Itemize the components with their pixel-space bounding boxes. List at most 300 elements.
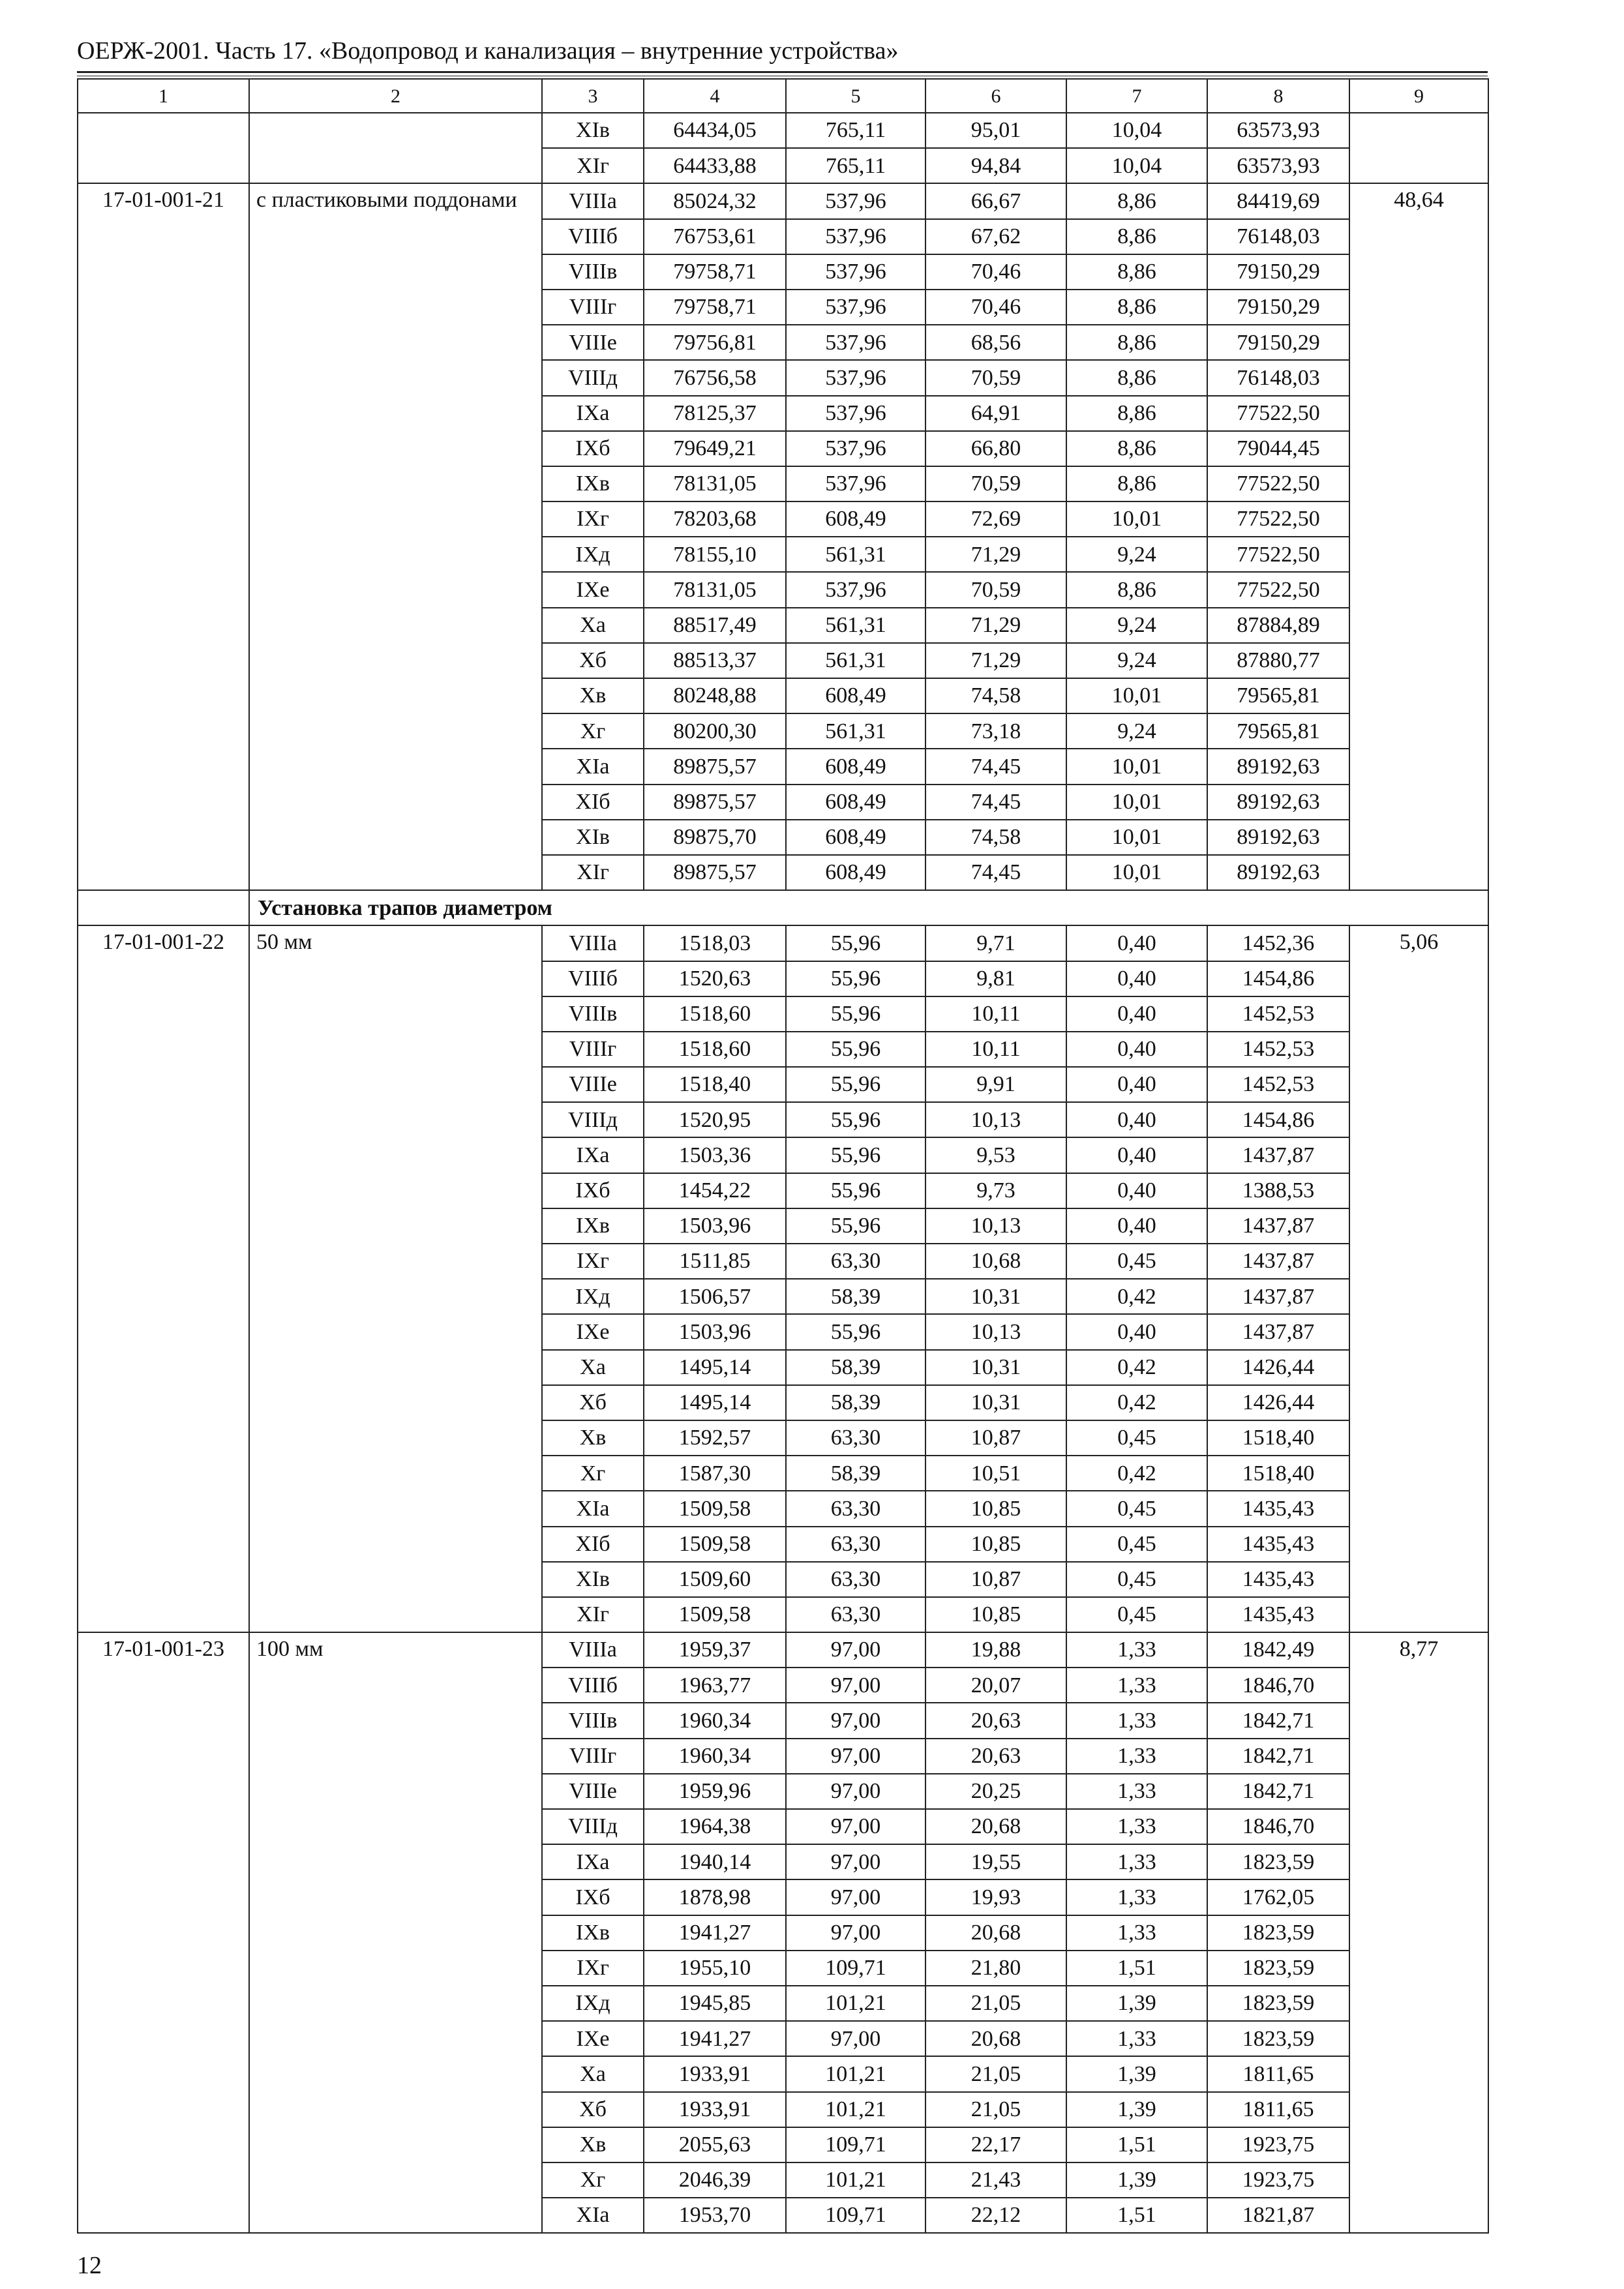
col5-cell: 97,00 <box>786 1879 925 1915</box>
zone-cell: VIIIд <box>542 360 644 395</box>
col5-cell: 561,31 <box>786 608 925 643</box>
col7-cell: 0,45 <box>1066 1491 1207 1526</box>
col7-cell: 9,24 <box>1066 713 1207 749</box>
col7-cell: 8,86 <box>1066 466 1207 501</box>
col4-cell: 1506,57 <box>644 1279 786 1314</box>
col7-cell: 10,01 <box>1066 678 1207 713</box>
col6-cell: 66,67 <box>925 183 1066 218</box>
col5-cell: 97,00 <box>786 1774 925 1809</box>
col8-cell: 77522,50 <box>1207 396 1349 431</box>
zone-cell: IXг <box>542 1951 644 1986</box>
col4-cell: 1940,14 <box>644 1844 786 1879</box>
col6-cell: 71,29 <box>925 608 1066 643</box>
section-row <box>78 890 1488 925</box>
col8-cell: 1437,87 <box>1207 1279 1349 1314</box>
col8-cell: 1842,49 <box>1207 1632 1349 1668</box>
col9-cell: 8,77 <box>1349 1632 1488 2233</box>
table-row <box>78 925 1488 961</box>
col6-cell: 21,43 <box>925 2162 1066 2198</box>
col5-cell: 537,96 <box>786 431 925 466</box>
zone-cell: VIIIв <box>542 996 644 1032</box>
zone-cell: XIб <box>542 785 644 820</box>
col7-cell: 1,33 <box>1066 1879 1207 1915</box>
col4-cell: 1509,58 <box>644 1597 786 1632</box>
col6-cell: 10,85 <box>925 1527 1066 1562</box>
col4-cell: 1933,91 <box>644 2056 786 2091</box>
col8-cell: 1811,65 <box>1207 2092 1349 2127</box>
col4-cell: 89875,70 <box>644 820 786 855</box>
col8-cell: 1435,43 <box>1207 1527 1349 1562</box>
col5-cell: 537,96 <box>786 254 925 290</box>
page-header: ОЕРЖ-2001. Часть 17. «Водопровод и канализация – внутренние устройства» <box>77 37 899 65</box>
col6-cell: 73,18 <box>925 713 1066 749</box>
col5-cell: 55,96 <box>786 1173 925 1208</box>
col7-cell: 8,86 <box>1066 396 1207 431</box>
col6-cell: 70,59 <box>925 466 1066 501</box>
col6-cell: 71,29 <box>925 643 1066 678</box>
col7-cell: 10,01 <box>1066 501 1207 537</box>
col8-cell: 76148,03 <box>1207 219 1349 254</box>
description-cell <box>249 113 542 183</box>
col4-cell: 78125,37 <box>644 396 786 431</box>
zone-cell: IXе <box>542 1314 644 1349</box>
col7-cell: 0,40 <box>1066 1208 1207 1244</box>
col6-cell: 20,68 <box>925 1915 1066 1951</box>
col6-cell: 19,55 <box>925 1844 1066 1879</box>
col5-cell: 765,11 <box>786 113 925 148</box>
col6-cell: 70,46 <box>925 254 1066 290</box>
col8-cell: 1823,59 <box>1207 2021 1349 2056</box>
col4-cell: 1518,60 <box>644 1032 786 1067</box>
col8-cell: 1923,75 <box>1207 2127 1349 2162</box>
zone-cell: XIв <box>542 113 644 148</box>
col5-cell: 55,96 <box>786 1137 925 1173</box>
col6-cell: 10,51 <box>925 1456 1066 1491</box>
col8-cell: 1823,59 <box>1207 1844 1349 1879</box>
col7-cell: 10,01 <box>1066 820 1207 855</box>
col7-cell: 0,42 <box>1066 1279 1207 1314</box>
col8-cell: 63573,93 <box>1207 148 1349 183</box>
col6-cell: 67,62 <box>925 219 1066 254</box>
zone-cell: IXг <box>542 1244 644 1279</box>
col5-cell: 109,71 <box>786 1951 925 1986</box>
col4-cell: 80248,88 <box>644 678 786 713</box>
col8-cell: 79150,29 <box>1207 254 1349 290</box>
col4-cell: 1960,34 <box>644 1703 786 1738</box>
col5-cell: 55,96 <box>786 925 925 961</box>
col8-cell: 77522,50 <box>1207 501 1349 537</box>
col8-cell: 1452,36 <box>1207 925 1349 961</box>
col8-cell: 63573,93 <box>1207 113 1349 148</box>
col8-cell: 89192,63 <box>1207 820 1349 855</box>
col5-cell: 97,00 <box>786 1703 925 1738</box>
col6-cell: 70,46 <box>925 290 1066 325</box>
col7-cell: 1,33 <box>1066 1809 1207 1844</box>
column-number-row <box>78 79 1488 113</box>
zone-cell: Xа <box>542 2056 644 2091</box>
zone-cell: IXа <box>542 1137 644 1173</box>
col7-cell: 8,86 <box>1066 325 1207 360</box>
col8-cell: 79565,81 <box>1207 678 1349 713</box>
col5-cell: 608,49 <box>786 820 925 855</box>
col5-cell: 561,31 <box>786 713 925 749</box>
col8-cell: 79044,45 <box>1207 431 1349 466</box>
col8-cell: 1454,86 <box>1207 1102 1349 1137</box>
col7-cell: 8,86 <box>1066 431 1207 466</box>
col4-cell: 1518,40 <box>644 1067 786 1102</box>
col5-cell: 97,00 <box>786 1632 925 1668</box>
col4-cell: 1509,58 <box>644 1527 786 1562</box>
column-number-cell: 2 <box>249 79 542 113</box>
table-row <box>78 183 1488 218</box>
col7-cell: 1,51 <box>1066 2127 1207 2162</box>
col6-cell: 21,05 <box>925 1986 1066 2021</box>
col8-cell: 76148,03 <box>1207 360 1349 395</box>
col7-cell: 0,40 <box>1066 1137 1207 1173</box>
col5-cell: 765,11 <box>786 148 925 183</box>
col8-cell: 79150,29 <box>1207 325 1349 360</box>
page-number: 12 <box>77 2252 102 2279</box>
col5-cell: 55,96 <box>786 1102 925 1137</box>
col8-cell: 1454,86 <box>1207 961 1349 996</box>
col7-cell: 9,24 <box>1066 537 1207 572</box>
col4-cell: 89875,57 <box>644 785 786 820</box>
col7-cell: 9,24 <box>1066 608 1207 643</box>
col6-cell: 10,13 <box>925 1208 1066 1244</box>
col8-cell: 1437,87 <box>1207 1208 1349 1244</box>
col5-cell: 58,39 <box>786 1385 925 1420</box>
col4-cell: 1959,96 <box>644 1774 786 1809</box>
col7-cell: 1,33 <box>1066 2021 1207 2056</box>
col7-cell: 0,42 <box>1066 1350 1207 1385</box>
col4-cell: 1941,27 <box>644 2021 786 2056</box>
col4-cell: 76756,58 <box>644 360 786 395</box>
code-cell: 17-01-001-22 <box>78 925 249 1632</box>
zone-cell: IXв <box>542 1208 644 1244</box>
col6-cell: 20,25 <box>925 1774 1066 1809</box>
col7-cell: 0,42 <box>1066 1385 1207 1420</box>
col4-cell: 1963,77 <box>644 1668 786 1703</box>
col7-cell: 8,86 <box>1066 219 1207 254</box>
col6-cell: 71,29 <box>925 537 1066 572</box>
zone-cell: Xа <box>542 1350 644 1385</box>
col5-cell: 63,30 <box>786 1527 925 1562</box>
zone-cell: VIIIа <box>542 925 644 961</box>
zone-cell: VIIIг <box>542 1032 644 1067</box>
col5-cell: 101,21 <box>786 2162 925 2198</box>
col8-cell: 84419,69 <box>1207 183 1349 218</box>
col4-cell: 80200,30 <box>644 713 786 749</box>
col8-cell: 1518,40 <box>1207 1420 1349 1456</box>
zone-cell: XIб <box>542 1527 644 1562</box>
zone-cell: VIIIг <box>542 1739 644 1774</box>
col6-cell: 10,87 <box>925 1420 1066 1456</box>
col4-cell: 79756,81 <box>644 325 786 360</box>
zone-cell: IXд <box>542 537 644 572</box>
col5-cell: 109,71 <box>786 2198 925 2233</box>
zone-cell: IXв <box>542 466 644 501</box>
zone-cell: XIв <box>542 1562 644 1597</box>
col7-cell: 1,33 <box>1066 1668 1207 1703</box>
col4-cell: 1518,60 <box>644 996 786 1032</box>
col8-cell: 1923,75 <box>1207 2162 1349 2198</box>
col4-cell: 1509,58 <box>644 1491 786 1526</box>
col5-cell: 608,49 <box>786 501 925 537</box>
col5-cell: 608,49 <box>786 785 925 820</box>
col6-cell: 19,88 <box>925 1632 1066 1668</box>
col6-cell: 20,07 <box>925 1668 1066 1703</box>
col5-cell: 97,00 <box>786 1809 925 1844</box>
col8-cell: 77522,50 <box>1207 466 1349 501</box>
zone-cell: Xв <box>542 1420 644 1456</box>
col8-cell: 1811,65 <box>1207 2056 1349 2091</box>
col5-cell: 537,96 <box>786 466 925 501</box>
col8-cell: 1452,53 <box>1207 996 1349 1032</box>
col4-cell: 88513,37 <box>644 643 786 678</box>
col4-cell: 1495,14 <box>644 1385 786 1420</box>
col7-cell: 0,40 <box>1066 925 1207 961</box>
column-number-cell: 9 <box>1349 79 1488 113</box>
col8-cell: 77522,50 <box>1207 572 1349 607</box>
code-cell: 17-01-001-21 <box>78 183 249 890</box>
col6-cell: 21,05 <box>925 2056 1066 2091</box>
col8-cell: 1821,87 <box>1207 2198 1349 2233</box>
col4-cell: 79649,21 <box>644 431 786 466</box>
col8-cell: 1426,44 <box>1207 1385 1349 1420</box>
col8-cell: 1842,71 <box>1207 1774 1349 1809</box>
zone-cell: Xг <box>542 713 644 749</box>
col7-cell: 8,86 <box>1066 360 1207 395</box>
col5-cell: 63,30 <box>786 1597 925 1632</box>
col4-cell: 1520,63 <box>644 961 786 996</box>
col5-cell: 561,31 <box>786 537 925 572</box>
col5-cell: 55,96 <box>786 961 925 996</box>
description-cell: 100 мм <box>249 1632 542 2233</box>
col6-cell: 94,84 <box>925 148 1066 183</box>
col8-cell: 1846,70 <box>1207 1668 1349 1703</box>
col8-cell: 87884,89 <box>1207 608 1349 643</box>
col8-cell: 1437,87 <box>1207 1137 1349 1173</box>
col7-cell: 1,33 <box>1066 1703 1207 1738</box>
col5-cell: 537,96 <box>786 360 925 395</box>
col7-cell: 1,33 <box>1066 1739 1207 1774</box>
table-body <box>78 79 1488 2233</box>
col5-cell: 97,00 <box>786 1915 925 1951</box>
col5-cell: 97,00 <box>786 1668 925 1703</box>
col5-cell: 97,00 <box>786 1844 925 1879</box>
col5-cell: 97,00 <box>786 1739 925 1774</box>
zone-cell: IXд <box>542 1986 644 2021</box>
col8-cell: 79150,29 <box>1207 290 1349 325</box>
col6-cell: 74,58 <box>925 820 1066 855</box>
col8-cell: 1823,59 <box>1207 1986 1349 2021</box>
zone-cell: IXв <box>542 1915 644 1951</box>
col6-cell: 74,45 <box>925 785 1066 820</box>
col6-cell: 10,11 <box>925 1032 1066 1067</box>
col6-cell: 10,85 <box>925 1597 1066 1632</box>
col7-cell: 0,45 <box>1066 1562 1207 1597</box>
col8-cell: 1452,53 <box>1207 1067 1349 1102</box>
col4-cell: 79758,71 <box>644 290 786 325</box>
zone-cell: XIг <box>542 855 644 890</box>
col5-cell: 55,96 <box>786 1208 925 1244</box>
col8-cell: 1823,59 <box>1207 1915 1349 1951</box>
col7-cell: 0,42 <box>1066 1456 1207 1491</box>
col6-cell: 66,80 <box>925 431 1066 466</box>
zone-cell: IXб <box>542 431 644 466</box>
zone-cell: VIIIв <box>542 254 644 290</box>
col7-cell: 8,86 <box>1066 254 1207 290</box>
column-number-cell: 4 <box>644 79 786 113</box>
zone-cell: IXг <box>542 501 644 537</box>
col5-cell: 55,96 <box>786 1067 925 1102</box>
table-row <box>78 1632 1488 1668</box>
col8-cell: 1518,40 <box>1207 1456 1349 1491</box>
col6-cell: 74,45 <box>925 749 1066 784</box>
zone-cell: Xб <box>542 2092 644 2127</box>
col5-cell: 63,30 <box>786 1562 925 1597</box>
col7-cell: 0,40 <box>1066 1032 1207 1067</box>
zone-cell: XIа <box>542 2198 644 2233</box>
col5-cell: 101,21 <box>786 2092 925 2127</box>
col6-cell: 19,93 <box>925 1879 1066 1915</box>
col5-cell: 55,96 <box>786 996 925 1032</box>
col5-cell: 608,49 <box>786 749 925 784</box>
col5-cell: 561,31 <box>786 643 925 678</box>
col7-cell: 0,40 <box>1066 1102 1207 1137</box>
col7-cell: 0,45 <box>1066 1420 1207 1456</box>
col8-cell: 1437,87 <box>1207 1314 1349 1349</box>
col6-cell: 9,91 <box>925 1067 1066 1102</box>
col8-cell: 1426,44 <box>1207 1350 1349 1385</box>
col6-cell: 20,63 <box>925 1703 1066 1738</box>
col6-cell: 68,56 <box>925 325 1066 360</box>
col4-cell: 78131,05 <box>644 466 786 501</box>
col5-cell: 55,96 <box>786 1032 925 1067</box>
col5-cell: 58,39 <box>786 1350 925 1385</box>
col7-cell: 0,40 <box>1066 961 1207 996</box>
col6-cell: 10,31 <box>925 1385 1066 1420</box>
col8-cell: 1435,43 <box>1207 1597 1349 1632</box>
col6-cell: 20,68 <box>925 1809 1066 1844</box>
col8-cell: 1842,71 <box>1207 1703 1349 1738</box>
col5-cell: 58,39 <box>786 1279 925 1314</box>
col6-cell: 21,05 <box>925 2092 1066 2127</box>
zone-cell: IXа <box>542 396 644 431</box>
column-number-cell: 5 <box>786 79 925 113</box>
zone-cell: IXе <box>542 572 644 607</box>
col8-cell: 1435,43 <box>1207 1491 1349 1526</box>
col8-cell: 1452,53 <box>1207 1032 1349 1067</box>
col4-cell: 1503,96 <box>644 1314 786 1349</box>
column-number-cell: 1 <box>78 79 249 113</box>
col4-cell: 1955,10 <box>644 1951 786 1986</box>
zone-cell: VIIIв <box>542 1703 644 1738</box>
col4-cell: 89875,57 <box>644 749 786 784</box>
col7-cell: 9,24 <box>1066 643 1207 678</box>
col6-cell: 72,69 <box>925 501 1066 537</box>
col4-cell: 76753,61 <box>644 219 786 254</box>
zone-cell: IXб <box>542 1879 644 1915</box>
col6-cell: 95,01 <box>925 113 1066 148</box>
col4-cell: 78131,05 <box>644 572 786 607</box>
col8-cell: 89192,63 <box>1207 855 1349 890</box>
col4-cell: 1511,85 <box>644 1244 786 1279</box>
col8-cell: 1435,43 <box>1207 1562 1349 1597</box>
zone-cell: Xв <box>542 2127 644 2162</box>
col7-cell: 1,39 <box>1066 2056 1207 2091</box>
col5-cell: 537,96 <box>786 572 925 607</box>
col7-cell: 1,33 <box>1066 1774 1207 1809</box>
col6-cell: 10,31 <box>925 1279 1066 1314</box>
col8-cell: 1842,71 <box>1207 1739 1349 1774</box>
col4-cell: 1587,30 <box>644 1456 786 1491</box>
col4-cell: 88517,49 <box>644 608 786 643</box>
col6-cell: 20,68 <box>925 2021 1066 2056</box>
col6-cell: 70,59 <box>925 360 1066 395</box>
col7-cell: 0,45 <box>1066 1597 1207 1632</box>
col8-cell: 1388,53 <box>1207 1173 1349 1208</box>
col8-cell: 89192,63 <box>1207 749 1349 784</box>
description-cell: с пластиковыми поддонами <box>249 183 542 890</box>
col7-cell: 8,86 <box>1066 290 1207 325</box>
col5-cell: 63,30 <box>786 1420 925 1456</box>
col4-cell: 78155,10 <box>644 537 786 572</box>
col4-cell: 1495,14 <box>644 1350 786 1385</box>
col6-cell: 20,63 <box>925 1739 1066 1774</box>
col4-cell: 1964,38 <box>644 1809 786 1844</box>
col7-cell: 0,45 <box>1066 1527 1207 1562</box>
col4-cell: 89875,57 <box>644 855 786 890</box>
zone-cell: VIIIа <box>542 1632 644 1668</box>
col7-cell: 1,33 <box>1066 1632 1207 1668</box>
col5-cell: 101,21 <box>786 1986 925 2021</box>
col8-cell: 1846,70 <box>1207 1809 1349 1844</box>
col8-cell: 1823,59 <box>1207 1951 1349 1986</box>
col4-cell: 1520,95 <box>644 1102 786 1137</box>
col7-cell: 1,51 <box>1066 1951 1207 1986</box>
col6-cell: 9,81 <box>925 961 1066 996</box>
col5-cell: 101,21 <box>786 2056 925 2091</box>
col5-cell: 109,71 <box>786 2127 925 2162</box>
col5-cell: 97,00 <box>786 2021 925 2056</box>
col4-cell: 1960,34 <box>644 1739 786 1774</box>
col4-cell: 64434,05 <box>644 113 786 148</box>
col4-cell: 1592,57 <box>644 1420 786 1456</box>
col5-cell: 63,30 <box>786 1491 925 1526</box>
col4-cell: 64433,88 <box>644 148 786 183</box>
col5-cell: 608,49 <box>786 855 925 890</box>
col7-cell: 0,40 <box>1066 1067 1207 1102</box>
col4-cell: 1518,03 <box>644 925 786 961</box>
col7-cell: 1,33 <box>1066 1844 1207 1879</box>
col6-cell: 64,91 <box>925 396 1066 431</box>
zone-cell: IXа <box>542 1844 644 1879</box>
col6-cell: 10,13 <box>925 1102 1066 1137</box>
col4-cell: 85024,32 <box>644 183 786 218</box>
zone-cell: VIIIа <box>542 183 644 218</box>
col6-cell: 10,87 <box>925 1562 1066 1597</box>
col7-cell: 10,01 <box>1066 785 1207 820</box>
col4-cell: 1509,60 <box>644 1562 786 1597</box>
col4-cell: 1953,70 <box>644 2198 786 2233</box>
col7-cell: 1,39 <box>1066 2162 1207 2198</box>
col8-cell: 1437,87 <box>1207 1244 1349 1279</box>
col6-cell: 9,71 <box>925 925 1066 961</box>
col5-cell: 55,96 <box>786 1314 925 1349</box>
col7-cell: 1,39 <box>1066 1986 1207 2021</box>
col4-cell: 1503,96 <box>644 1208 786 1244</box>
